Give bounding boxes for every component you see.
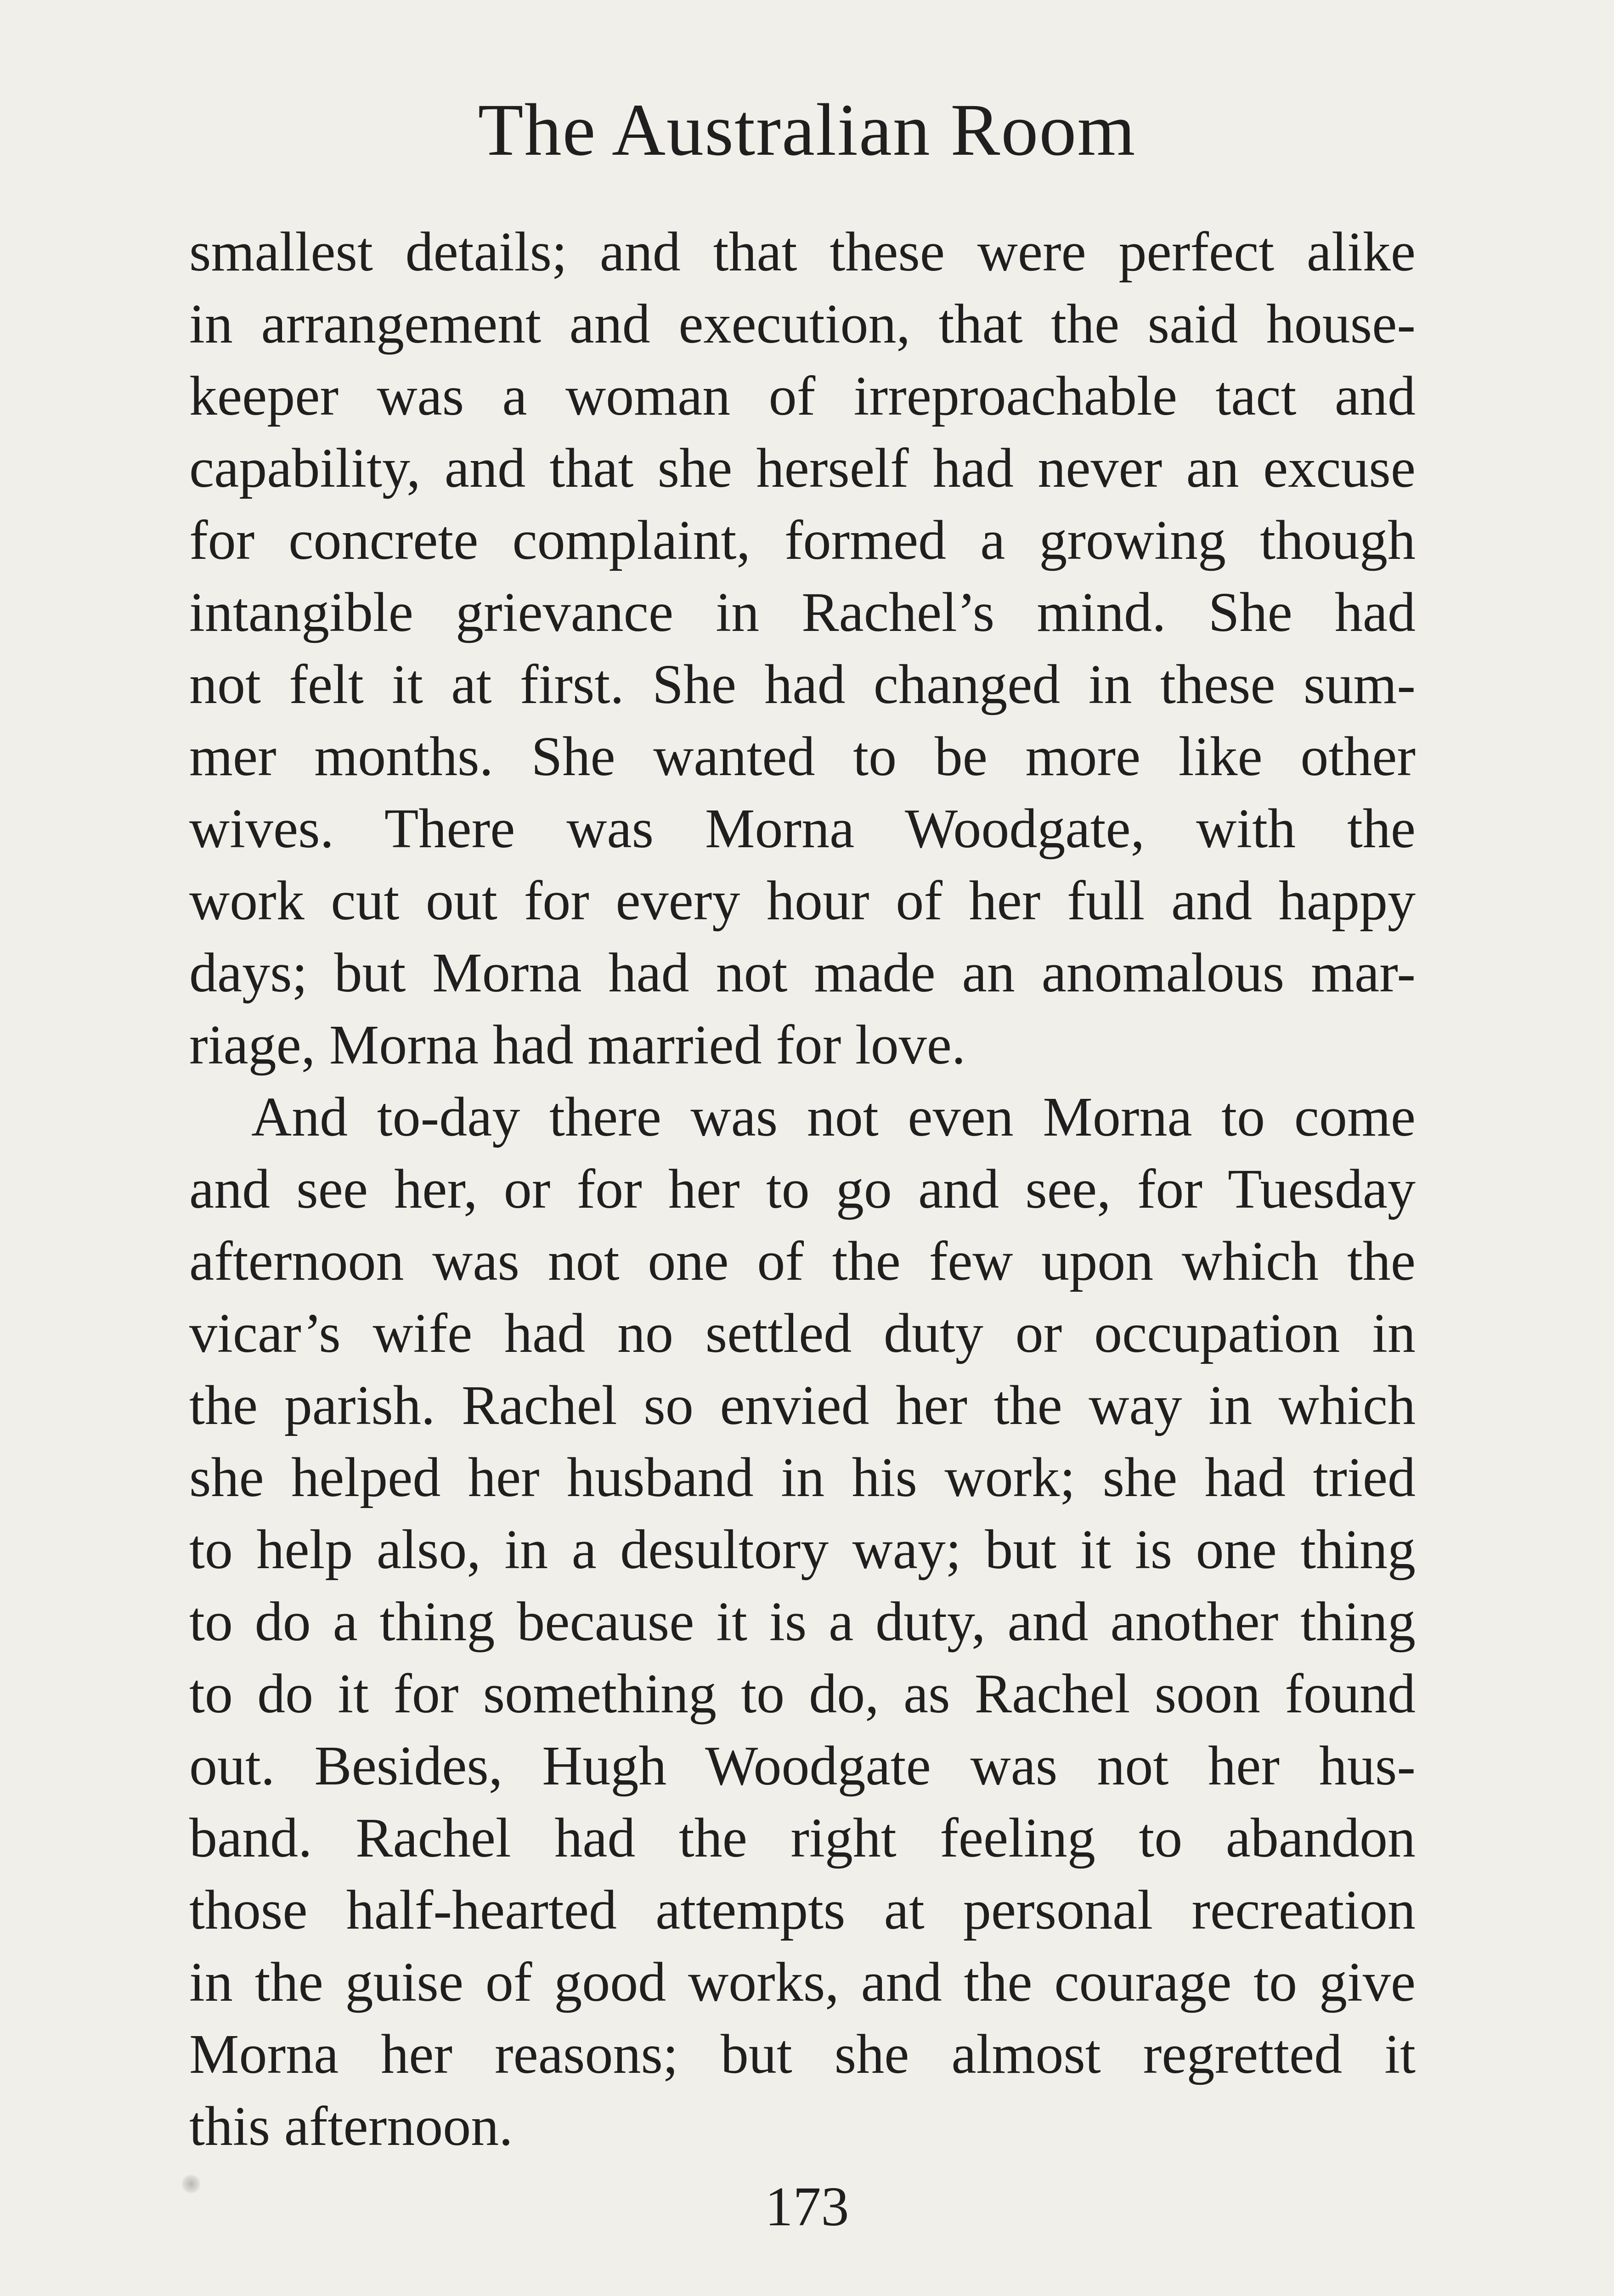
text-line: not felt it at first. She had changed in these sum- [189,653,1416,715]
text-line: capability, and that she herself had never an excuse [189,437,1416,499]
paragraph-first-line: And to-day there was not even Morna to come [251,1086,1416,1148]
body-text [189,216,1416,2162]
text-line: mer months. She wanted to be more like other [189,726,1416,788]
text-line: band. Rachel had the right feeling to abandon [189,1807,1416,1869]
text-line: she helped her husband in his work; she had tried [189,1446,1416,1508]
text-line: to do a thing because it is a duty, and another thing [189,1591,1416,1653]
text-line: to do it for something to do, as Rachel soon found [189,1663,1416,1725]
text-line: afternoon was not one of the few upon which the [189,1230,1416,1292]
text-line: in arrangement and execution, that the said house- [189,293,1416,355]
text-line: Morna her reasons; but she almost regretted it [189,2023,1416,2085]
text-line: to help also, in a desultory way; but it is one thing [189,1519,1416,1581]
text-line: those half-hearted attempts at personal recreation [189,1879,1416,1941]
page-number: 173 [765,2176,849,2238]
text-line: keeper was a woman of irreproachable tact and [189,365,1416,427]
text-line: smallest details; and that these were perfect alike [189,221,1416,283]
text-line: wives. There was Morna Woodgate, with the [189,798,1416,860]
text-line: for concrete complaint, formed a growing though [189,509,1416,571]
text-line: in the guise of good works, and the courage to give [189,1951,1416,2013]
text-line: out. Besides, Hugh Woodgate was not her hus- [189,1735,1416,1797]
text-line: work cut out for every hour of her full and happy [189,870,1416,932]
text-line: days; but Morna had not made an anomalous mar- [189,942,1416,1004]
text-line: riage, Morna had married for love. [189,1014,966,1076]
running-header-title: The Australian Room [478,89,1136,171]
text-line: this afternoon. [189,2095,513,2157]
text-line: vicar’s wife had no settled duty or occupation in [189,1302,1416,1364]
text-line: intangible grievance in Rachel’s mind. She had [189,581,1416,643]
text-line: and see her, or for her to go and see, for Tuesday [189,1158,1416,1220]
text-line: the parish. Rachel so envied her the way in which [189,1374,1416,1436]
